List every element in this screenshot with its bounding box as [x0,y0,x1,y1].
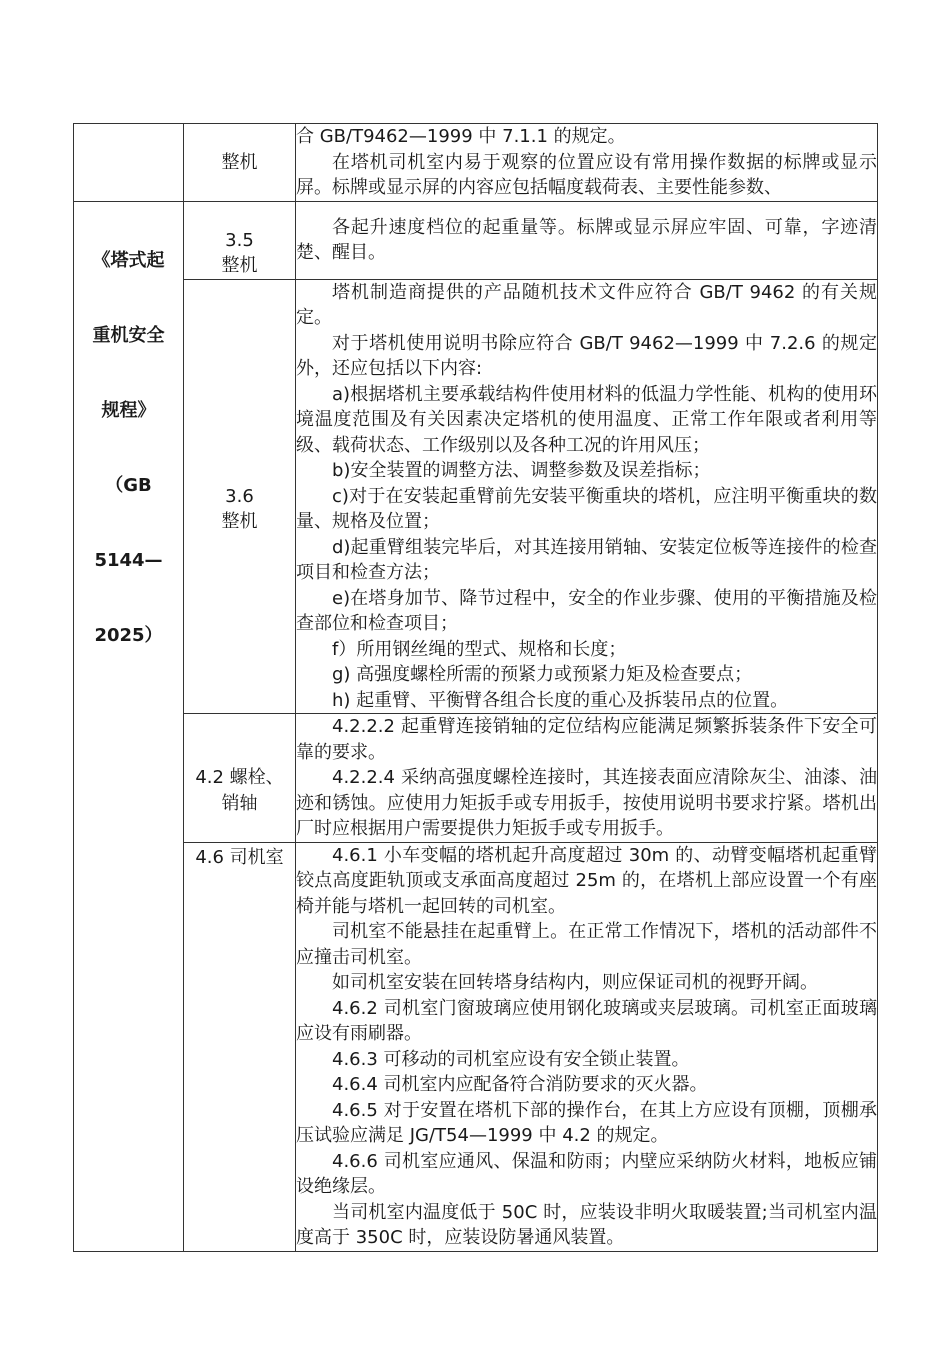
paragraph: 4.2.2.2 起重臂连接销轴的定位结构应能满足频繁拆装条件下安全可靠的要求。 [296,716,877,763]
document-title-cell [74,202,184,1252]
regulation-table [73,123,878,1252]
paragraph: d)起重臂组装完毕后，对其连接用销轴、安装定位板等连接件的检查项目和检查方法； [296,536,877,583]
empty-cell [74,124,184,202]
paragraph: c)对于在安装起重臂前先安装平衡重块的塔机，应注明平衡重块的数量、规格及位置； [296,485,877,532]
paragraph: e)在塔身加节、降节过程中，安全的作业步骤、使用的平衡措施及检查部位和检查项目； [296,587,877,634]
paragraph: 在塔机司机室内易于观察的位置应设有常用操作数据的标牌或显示屏。标牌或显示屏的内容应包括幅度载荷表、主要性能参数、 [296,151,877,199]
paragraph: 如司机室安装在回转塔身结构内，则应保证司机的视野开阔。 [332,972,818,993]
table-row [74,279,878,714]
paragraph: g) 高强度螺栓所需的预紧力或预紧力矩及检查要点； [332,664,753,685]
title-line: 5144— [94,550,163,571]
paragraph: 4.2.2.4 采纳高强度螺栓连接时，其连接表面应清除灰尘、油漆、油迹和锈蚀。应使用力矩扳手或专用扳手，按使用说明书要求拧紧。塔机出厂时应根据用户需要提供力矩扳手或专用扳手。 [296,767,877,839]
paragraph: 4.6.5 对于安置在塔机下部的操作台，在其上方应设有顶棚，顶棚承压试验应满足 JG/T54—1999 中 4.2 的规定。 [296,1099,877,1146]
table-row [74,714,878,843]
section-label: 4.6 司机室 [195,846,284,868]
paragraph: 司机室不能悬挂在起重臂上。在正常工作情况下，塔机的活动部件不应撞击司机室。 [296,921,877,968]
section-label: 4.2 螺栓、 销轴 [195,767,284,814]
paragraph: 4.6.1 小车变幅的塔机起升高度超过 30m 的、动臂变幅塔机起重臂铰点高度距轨顶或支承面高度超过 25m 的，在塔机上部应设置一个有座椅并能与塔机一起回转的司机室。 [296,844,877,917]
paragraph: 4.6.6 司机室应通风、保温和防雨；内壁应采纳防火材料，地板应铺设绝缘层。 [296,1150,877,1197]
paragraph: f）所用钢丝绳的型式、规格和长度； [332,638,627,660]
paragraph: 各起升速度档位的起重量等。标牌或显示屏应牢固、可靠，字迹清楚、醒目。 [296,216,877,264]
title-line: 规程》 [101,400,156,421]
table-row [74,202,878,280]
paragraph: 对于塔机使用说明书除应符合 GB/T 9462—1999 中 7.2.6 的规定外，还应包括以下内容: [296,332,877,379]
section-label: 3.6 整机 [221,485,258,532]
content-cell [296,714,878,843]
paragraph: 4.6.4 司机室内应配备符合消防要求的灭火器。 [332,1074,708,1095]
paragraph: 4.6.3 可移动的司机室应设有安全锁止装置。 [332,1048,690,1070]
section-cell [184,202,296,280]
paragraph: 合 GB/T9462—1999 中 7.1.1 的规定。 [296,126,626,148]
section-cell [184,842,296,1251]
title-line: （GB [105,475,152,496]
title-line: 2025） [94,625,163,646]
section-cell [184,714,296,843]
paragraph: 当司机室内温度低于 50C 时，应装设非明火取暖装置;当司机室内温度高于 350C 时，应装设防暑通风装置。 [296,1201,877,1248]
section-label: 3.5 整机 [221,229,258,276]
title-line: 重机安全 [92,325,165,346]
section-cell [184,124,296,202]
table-row [74,842,878,1251]
content-cell [296,202,878,280]
paragraph: b)安全装置的调整方法、调整参数及误差指标； [332,460,711,481]
content-cell [296,279,878,714]
section-cell [184,279,296,714]
paragraph: 4.6.2 司机室门窗玻璃应使用钢化玻璃或夹层玻璃。司机室正面玻璃应设有雨刷器。 [296,997,877,1044]
table-row [74,124,878,202]
paragraph: h) 起重臂、平衡臂各组合长度的重心及拆装吊点的位置。 [332,689,789,711]
content-cell [296,842,878,1251]
paragraph: a)根据塔机主要承载结构件使用材料的低温力学性能、机构的使用环境温度范围及有关因素决定塔机的使用温度、正常工作年限或者利用等级、载荷状态、工作级别以及各种工况的许用风压； [296,383,877,456]
title-line: 《塔式起 [92,250,165,271]
content-cell [296,124,878,202]
section-label: 整机 [221,151,258,173]
paragraph: 塔机制造商提供的产品随机技术文件应符合 GB/T 9462 的有关规定。 [296,281,877,328]
